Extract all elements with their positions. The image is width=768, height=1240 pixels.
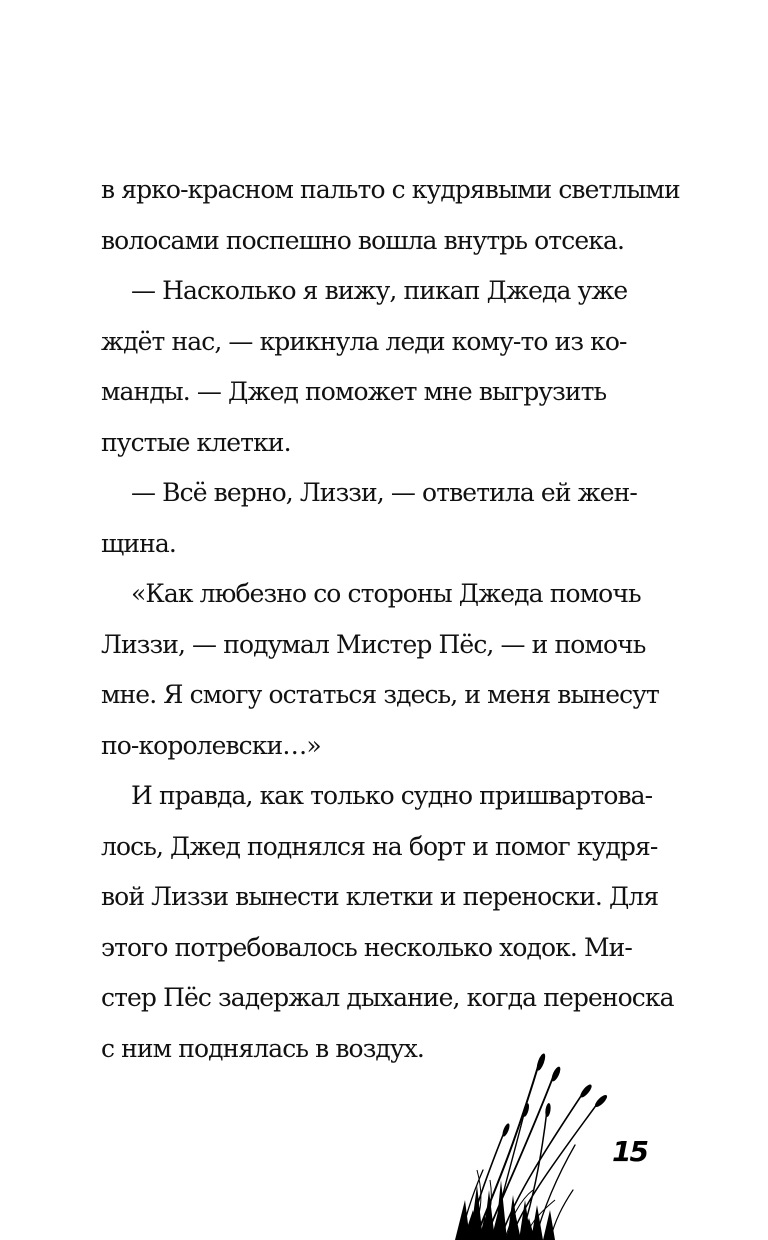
text-line: И правда, как только судно пришвартова- (131, 781, 653, 810)
text-line: щина. (101, 528, 176, 558)
body-text (101, 165, 680, 1074)
text-line: «Как любезно со стороны Джеда помочь (131, 579, 641, 608)
text-line: — Насколько я вижу, пикап Джеда уже (131, 276, 628, 305)
text-line: манды. — Джед поможет мне выгрузить (101, 377, 607, 406)
text-line: этого потребовалось несколько ходок. Ми- (101, 932, 632, 962)
page-number: 15 (612, 1135, 647, 1168)
text-line: вой Лиззи вынести клетки и переноски. Для (101, 882, 659, 911)
text-line: по-королевски…» (101, 730, 321, 760)
text-line: с ним поднялась в воздух. (101, 1033, 424, 1063)
text-line: Лиззи, — подумал Мистер Пёс, — и помочь (101, 629, 646, 659)
text-line: мне. Я смогу остаться здесь, и меня вынесут (101, 680, 659, 709)
text-line: волосами поспешно вошла внутрь отсека. (101, 225, 624, 255)
text-line: ждёт нас, — крикнула леди кому-то из ко- (101, 326, 627, 356)
text-line: в ярко-красном пальто с кудрявыми светлыми (101, 175, 680, 204)
text-line: стер Пёс задержал дыхание, когда переноска (101, 983, 674, 1012)
text-line: лось, Джед поднялся на борт и помог кудря- (101, 831, 658, 861)
grass-illustration (455, 1050, 615, 1240)
text-line: — Всё верно, Лиззи, — ответила ей жен- (131, 478, 637, 507)
text-line: пустые клетки. (101, 427, 291, 457)
